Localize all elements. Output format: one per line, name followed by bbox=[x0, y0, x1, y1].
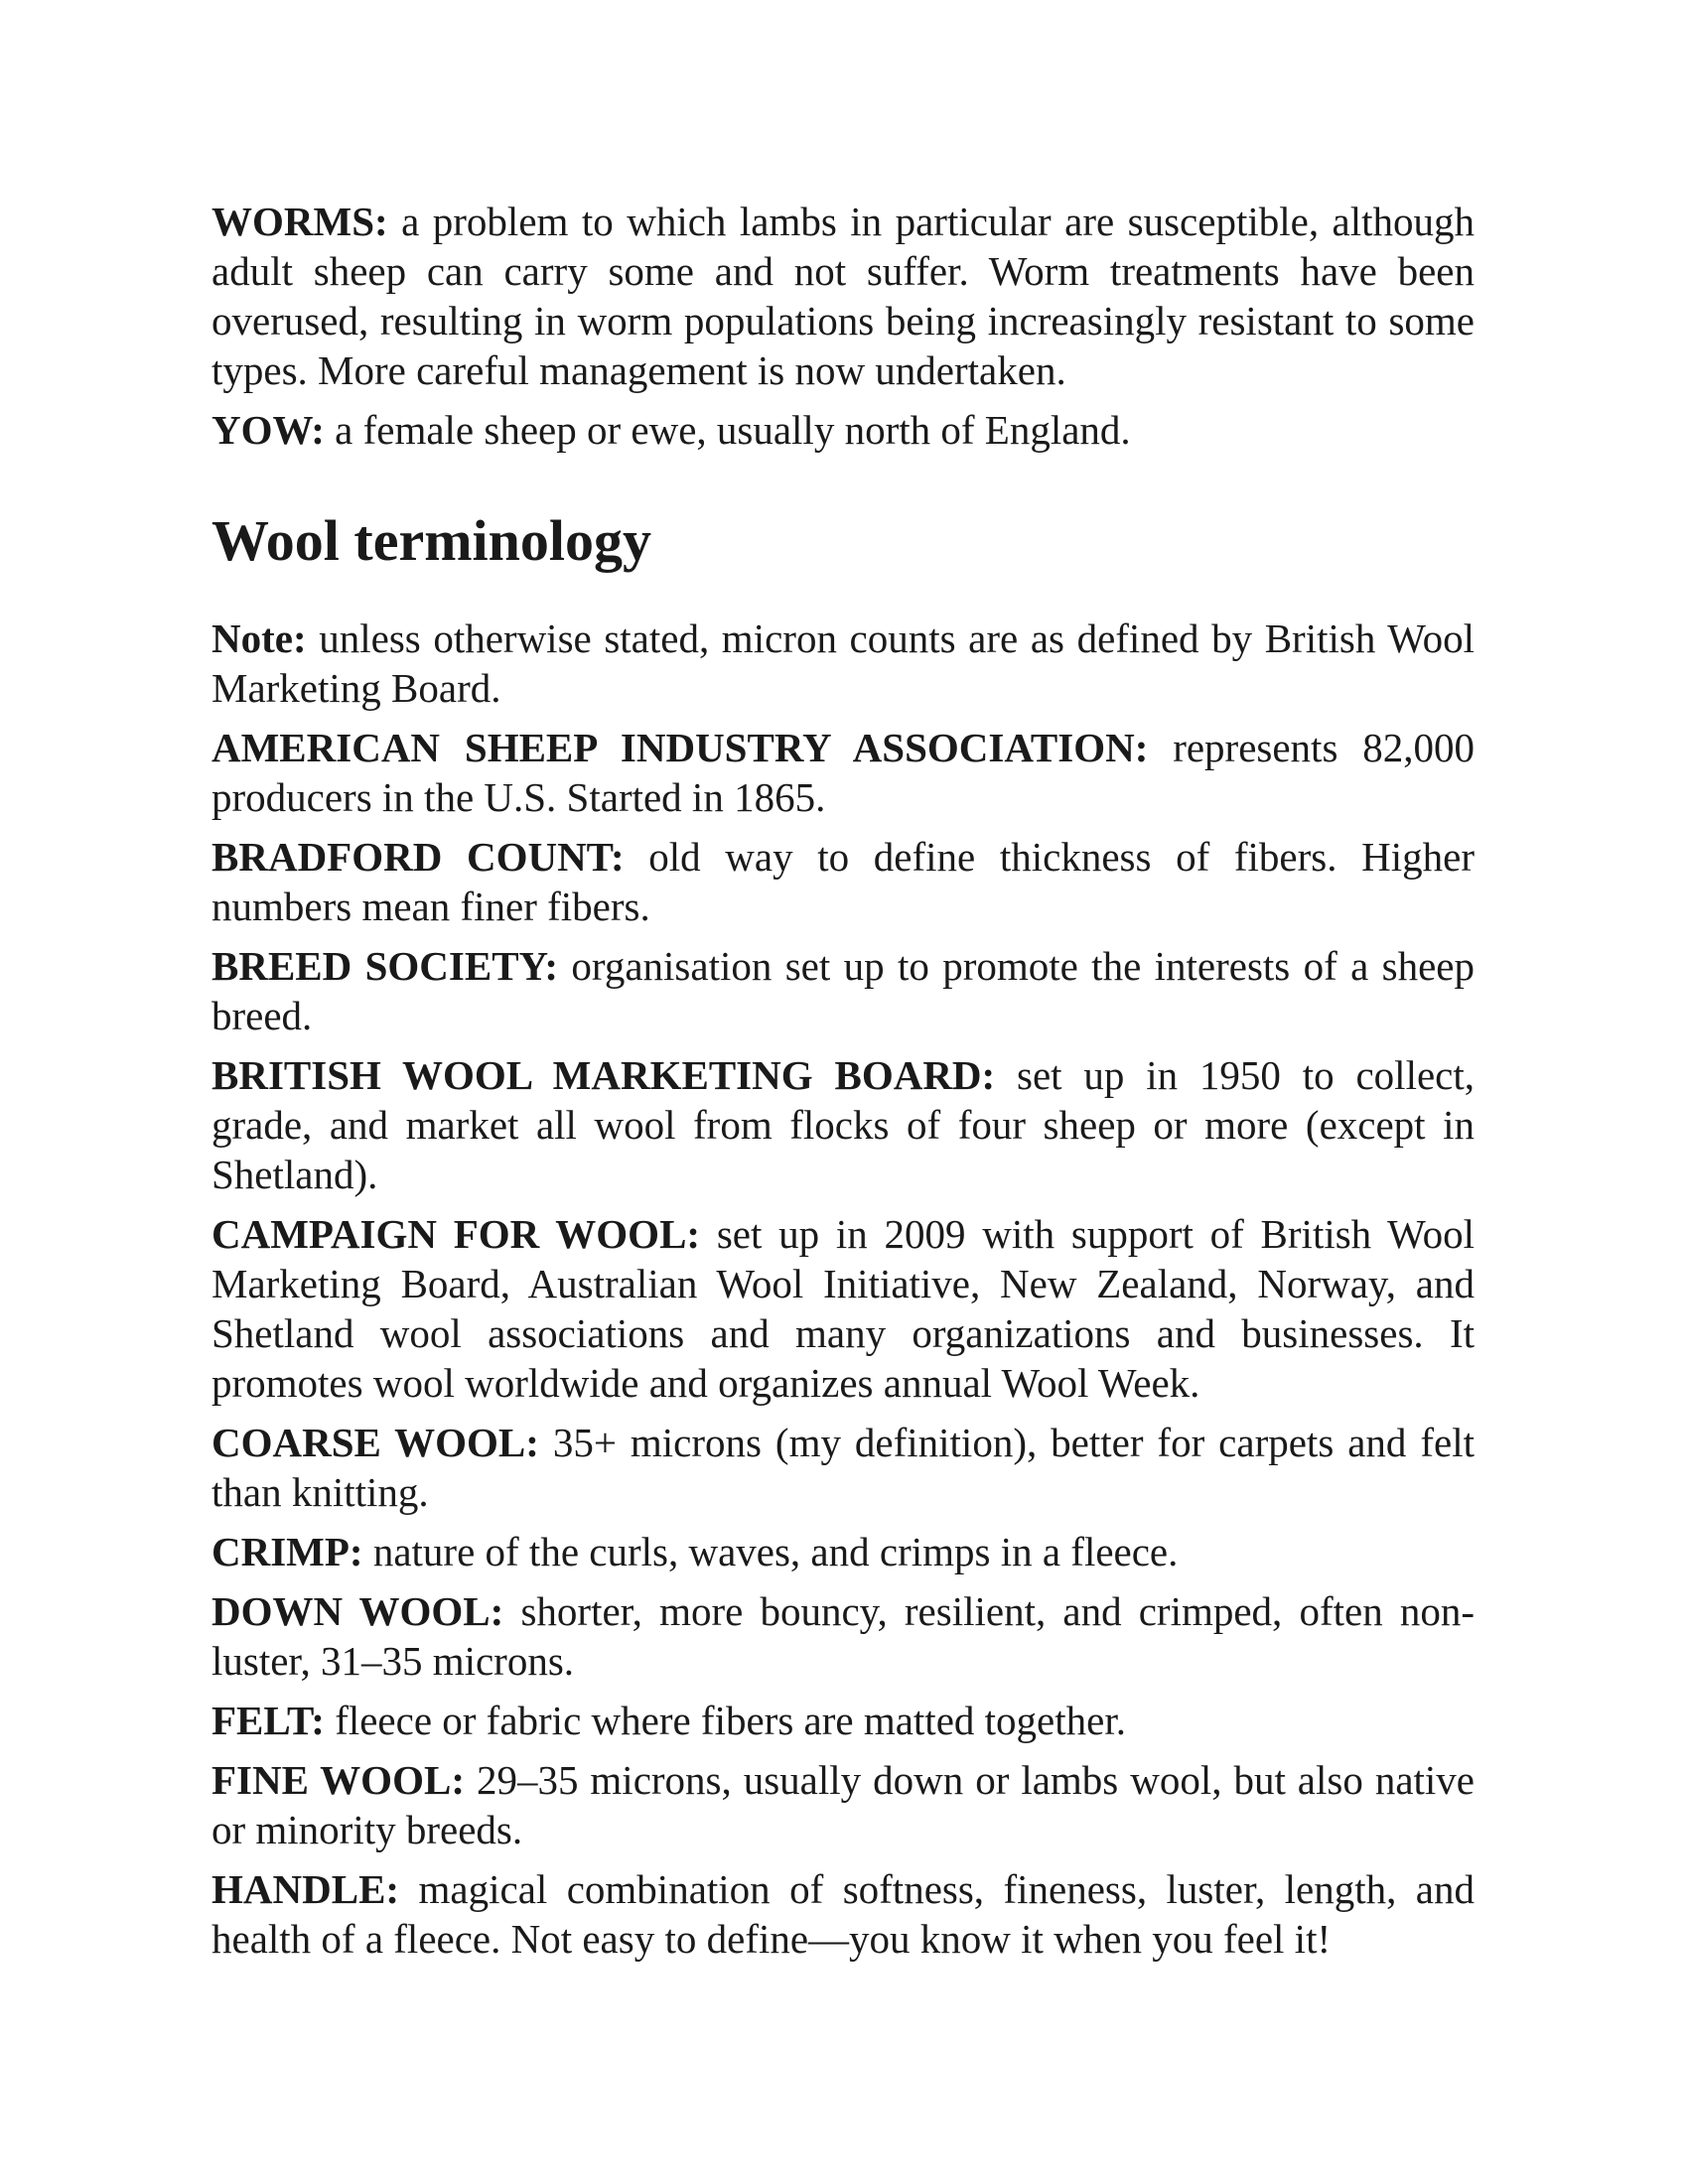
glossary-entry-fine-wool bbox=[211, 1755, 1475, 1854]
entry-definition: 35+ microns (my definition), better for carpets and felt than knitting. bbox=[211, 1420, 1475, 1515]
glossary-entry-note bbox=[211, 614, 1475, 713]
entry-term: AMERICAN SHEEP INDUSTRY ASSOCIATION: bbox=[211, 725, 1149, 770]
glossary-entry-crimp bbox=[211, 1527, 1475, 1576]
entry-definition: magical combination of softness, fineness, luster, length, and health of a fleece. Not easy to define—you know it when you feel it! bbox=[211, 1866, 1476, 1962]
entry-definition: a problem to which lambs in particular are susceptible, although adult sheep can carry some and not suffer. Worm treatments have been overused, resulting in worm populations being increasingly resistant to some types. More careful management is now undertaken. bbox=[211, 199, 1476, 393]
entry-term: COARSE WOOL: bbox=[211, 1420, 539, 1465]
glossary-entry-breed-society bbox=[211, 941, 1475, 1040]
entry-term: BRITISH WOOL MARKETING BOARD: bbox=[211, 1052, 996, 1098]
entry-definition: unless otherwise stated, micron counts are as defined by British Wool Marketing Board. bbox=[211, 615, 1476, 711]
glossary-wool bbox=[211, 614, 1475, 1964]
glossary-entry-american-sheep-industry-association bbox=[211, 723, 1475, 822]
entry-term: BRADFORD COUNT: bbox=[211, 834, 625, 880]
entry-definition: fleece or fabric where fibers are matted together. bbox=[335, 1698, 1126, 1743]
entry-definition: set up in 1950 to collect, grade, and market all wool from flocks of four sheep or more (except in Shetland). bbox=[211, 1052, 1475, 1197]
entry-term: HANDLE: bbox=[211, 1866, 400, 1912]
entry-term: FELT: bbox=[211, 1698, 325, 1743]
entry-definition: 29–35 microns, usually down or lambs wool, but also native or minority breeds. bbox=[211, 1757, 1475, 1852]
entry-definition: shorter, more bouncy, resilient, and crimped, often non-luster, 31–35 microns. bbox=[211, 1588, 1476, 1684]
glossary-entry-handle bbox=[211, 1864, 1475, 1964]
glossary-entry-bradford-count bbox=[211, 832, 1475, 931]
document-page bbox=[211, 197, 1475, 1974]
entry-definition: a female sheep or ewe, usually north of England. bbox=[335, 407, 1131, 453]
entry-term: WORMS: bbox=[211, 199, 388, 244]
entry-term: CAMPAIGN FOR WOOL: bbox=[211, 1211, 701, 1257]
glossary-entry-coarse-wool bbox=[211, 1418, 1475, 1517]
glossary-entry-yow bbox=[211, 405, 1475, 455]
entry-term: DOWN WOOL: bbox=[211, 1588, 504, 1634]
entry-definition: set up in 2009 with support of British Wool Marketing Board, Australian Wool Initiative, New Zealand, Norway, and Shetland wool associations and many organizations and businesses. It promotes wool worldwide and organizes annual Wool Week. bbox=[211, 1211, 1475, 1406]
entry-term: YOW: bbox=[211, 407, 325, 453]
glossary-entry-british-wool-marketing-board bbox=[211, 1050, 1475, 1199]
entry-definition: organisation set up to promote the interests of a sheep breed. bbox=[211, 943, 1475, 1038]
entry-term: CRIMP: bbox=[211, 1529, 363, 1574]
glossary-top bbox=[211, 197, 1475, 455]
glossary-entry-down-wool bbox=[211, 1586, 1475, 1686]
glossary-entry-worms bbox=[211, 197, 1475, 395]
entry-definition: old way to define thickness of fibers. Higher numbers mean finer fibers. bbox=[211, 834, 1475, 929]
entry-definition: nature of the curls, waves, and crimps in a fleece. bbox=[372, 1529, 1179, 1574]
entry-term: FINE WOOL: bbox=[211, 1757, 465, 1803]
glossary-entry-campaign-for-wool bbox=[211, 1209, 1475, 1408]
entry-term: Note: bbox=[211, 615, 307, 661]
glossary-entry-felt bbox=[211, 1696, 1475, 1745]
section-heading: Wool terminology bbox=[211, 508, 652, 573]
entry-term: BREED SOCIETY: bbox=[211, 943, 559, 989]
entry-definition: represents 82,000 producers in the U.S. Started in 1865. bbox=[211, 725, 1475, 820]
